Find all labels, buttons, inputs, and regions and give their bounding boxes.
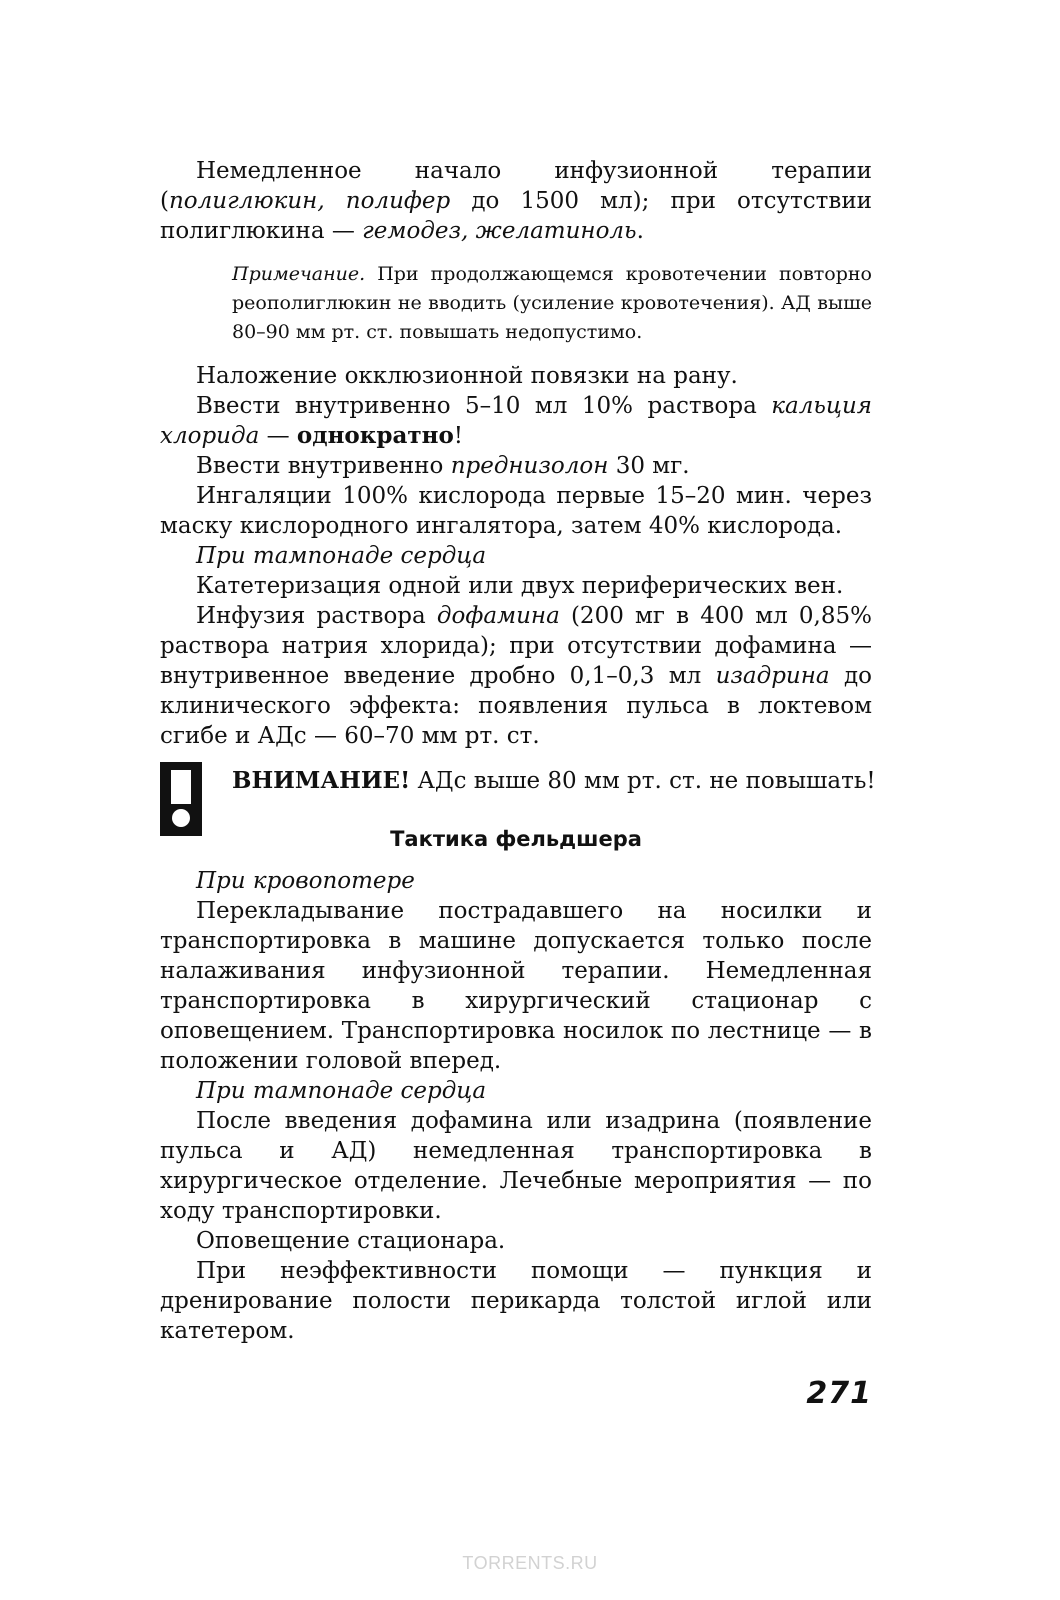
paragraph-dressing: Наложение окклюзионной повязки на рану. — [196, 363, 738, 389]
text: ! — [453, 423, 464, 449]
italic-drug-name: дофамина — [436, 603, 560, 629]
text: до 1500 мл); при отсутствии полиглюкина — — [160, 188, 872, 244]
text: Немедленное начало инфузионной терапии ( — [160, 158, 872, 214]
attention-text: АДс выше 80 мм рт. ст. не повышать! — [410, 768, 876, 794]
paragraph-dopamine — [160, 601, 872, 751]
paragraph-transport: Перекладывание пострадавшего на носилки и транспортировка в машине допускается только после налаживания инфузионной терапии. Немедленная транспортировка в хирургический стационар с оповещением. Транспортировка носилок по лестнице — в положении головой вперед. — [160, 898, 872, 1074]
subheading-tamponade: При тампонаде сердца — [196, 1078, 487, 1104]
text: Инфузия раствора — [196, 603, 437, 629]
text: (200 мг в 400 мл 0,85% раствора натрия хлорида); при отсутствии дофамина — внутривенное введение дробно 0,1–0,3 мл — [160, 603, 872, 689]
note-label: Примечание. — [232, 263, 366, 285]
paragraph-calcium — [160, 391, 872, 451]
paragraph-infusion — [160, 156, 872, 246]
paragraph-catheter: Катетеризация одной или двух периферических вен. — [196, 573, 844, 599]
text-block-top — [160, 156, 872, 751]
page-number: 271 — [806, 1376, 872, 1411]
italic-drug-name: изадрина — [715, 663, 830, 689]
note-text: При продолжающемся кровотечении повторно реополиглюкин не вводить (усиление кровотечения). АД выше 80–90 мм рт. ст. повышать недопустимо. — [232, 263, 872, 343]
bold-emphasis: однократно — [296, 422, 454, 449]
paragraph-puncture: При неэффективности помощи — пункция и дренирование полости перикарда толстой иглой или катетером. — [160, 1258, 872, 1344]
subheading-blood-loss: При кровопотере — [196, 868, 415, 894]
attention-label: ВНИМАНИЕ! — [232, 767, 411, 794]
section-heading: Тактика фельдшера — [390, 827, 642, 851]
paragraph-oxygen: Ингаляции 100% кислорода первые 15–20 мин. через маску кислородного ингалятора, затем 40% кислорода. — [160, 483, 872, 539]
text: — — [259, 423, 297, 449]
text: до клинического эффекта: появления пульса в локтевом сгибе и АДс — 60–70 мм рт. ст. — [160, 663, 872, 749]
paragraph-prednisolone — [160, 451, 872, 481]
text-block-bottom — [160, 866, 872, 1346]
text: Ввести внутривенно 5–10 мл 10% раствора — [196, 393, 772, 419]
italic-drug-names: гемодез, желатиноль — [362, 218, 637, 244]
watermark: TORRENTS.RU — [462, 1553, 598, 1573]
attention-line — [232, 766, 876, 796]
text: 30 мг. — [608, 453, 690, 479]
paragraph-after-dopamine: После введения дофамина или изадрина (появление пульса и АД) немедленная транспортировка в хирургическое отделение. Лечебные мероприятия — по ходу транспортировки. — [160, 1108, 872, 1224]
italic-drug-name: преднизолон — [450, 453, 609, 479]
note-paragraph — [232, 260, 872, 347]
italic-drug-name: кальция хлорида — [160, 393, 872, 449]
italic-drug-names: полиглюкин, полифер — [168, 188, 451, 214]
text: Ввести внутривенно — [196, 453, 451, 479]
subheading-tamponade: При тампонаде сердца — [196, 543, 487, 569]
paragraph-notify: Оповещение стационара. — [196, 1228, 506, 1254]
text: . — [636, 218, 644, 244]
